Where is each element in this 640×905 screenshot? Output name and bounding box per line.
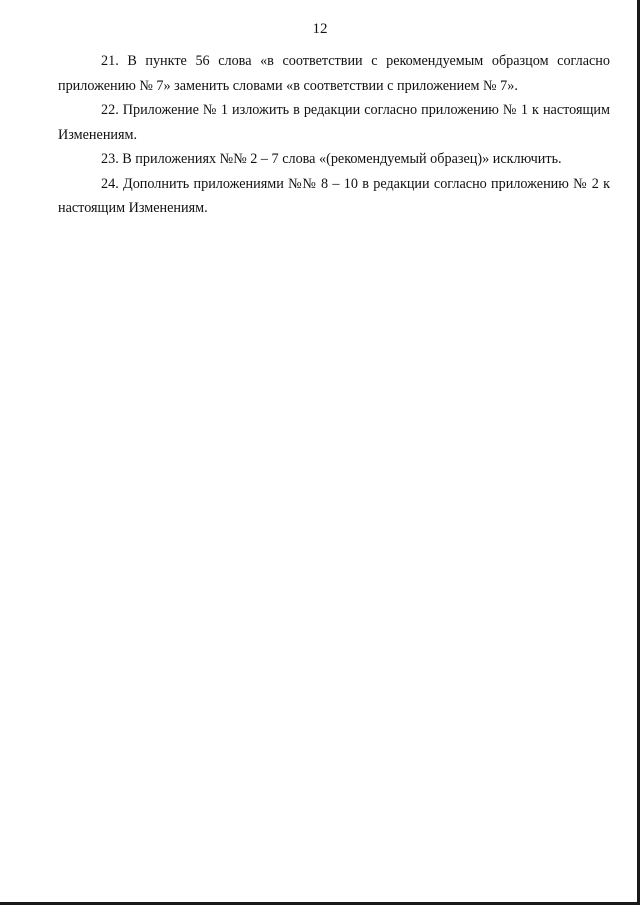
paragraph-item-24: 24. Дополнить приложениями №№ 8 – 10 в редакции согласно приложению № 2 к настоящим Изменениям. (58, 175, 610, 216)
document-body (58, 49, 610, 221)
paragraph-item-21: 21. В пункте 56 слова «в соответствии с рекомендуемым образцом согласно приложению № 7» заменить словами «в соответствии с приложением № 7». (58, 53, 610, 94)
paragraph-item-23: 23. В приложениях №№ 2 – 7 слова «(рекомендуемый образец)» исключить. (101, 151, 562, 167)
page-number: 12 (312, 21, 328, 37)
paragraph-item-22: 22. Приложение № 1 изложить в редакции согласно приложению № 1 к настоящим Изменениям. (58, 102, 610, 143)
